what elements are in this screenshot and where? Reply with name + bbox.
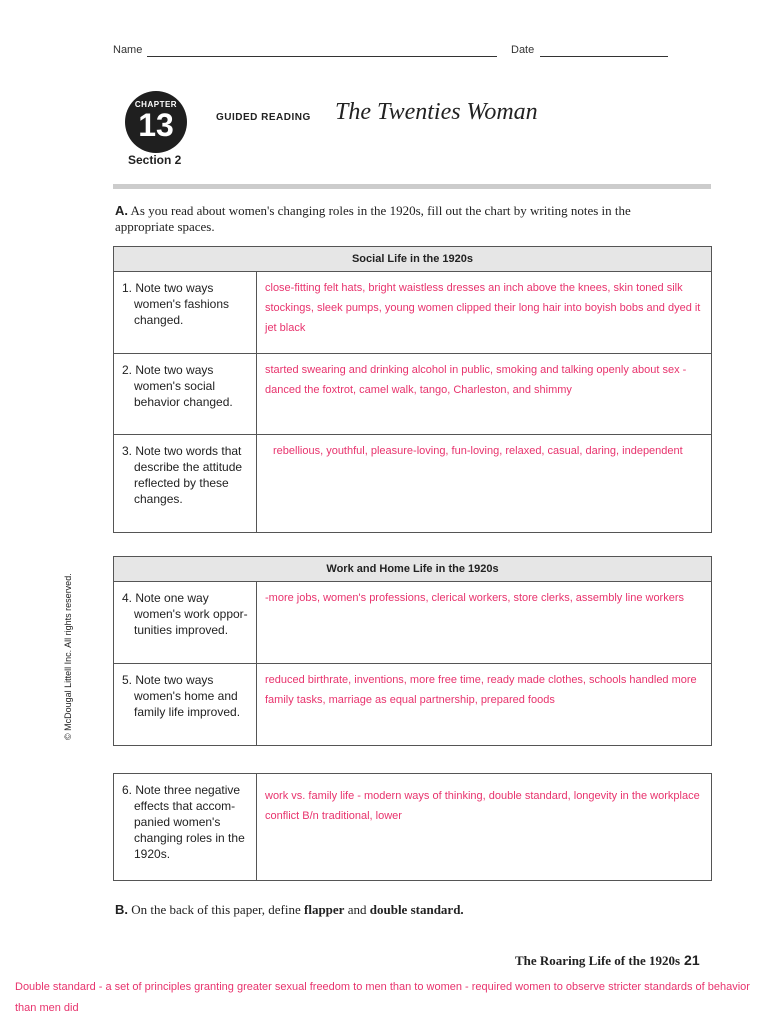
answer-cell[interactable]: -more jobs, women's professions, clerical workers, store clerks, assembly line workers	[257, 582, 712, 664]
section-label: Section 2	[128, 153, 182, 167]
chapter-number: 13	[138, 107, 174, 143]
part-a-text: As you read about women's changing roles in the 1920s, fill out the chart by writing notes in the appropriate spaces.	[115, 203, 631, 234]
book-title: The Roaring Life of the 1920s	[515, 953, 681, 968]
divider	[113, 184, 711, 189]
table-header: Social Life in the 1920s	[114, 247, 712, 272]
answer-cell[interactable]: started swearing and drinking alcohol in public, smoking and talking openly about sex - danced the foxtrot, camel walk, tango, Charleston, and shimmy	[257, 354, 712, 435]
question-cell: 1. Note two ways women's fashions changed.	[114, 272, 257, 354]
name-field-line[interactable]	[147, 56, 497, 57]
date-field-line[interactable]	[540, 56, 668, 57]
question-cell: 4. Note one way women's work oppor-tunities improved.	[114, 582, 257, 664]
question-cell: 3. Note two words that describe the attitude reflected by these changes.	[114, 435, 257, 533]
negative-effects-table	[113, 773, 712, 881]
term-flapper: flapper	[304, 902, 345, 917]
part-b-instructions: B. On the back of this paper, define flapper and double standard.	[115, 902, 464, 917]
chapter-label: CHAPTER	[134, 100, 178, 109]
social-life-table	[113, 246, 712, 533]
date-label: Date	[511, 44, 535, 56]
guided-reading-label: GUIDED READING	[216, 112, 311, 123]
answer-cell[interactable]: work vs. family life - modern ways of thinking, double standard, longevity in the workplace conflict B/n traditional, lower	[257, 774, 712, 881]
part-a-letter: A.	[115, 203, 128, 218]
answer-cell[interactable]: reduced birthrate, inventions, more free time, ready made clothes, schools handled more family tasks, marriage as equal partnership, prepared foods	[257, 664, 712, 746]
table-header: Work and Home Life in the 1920s	[114, 557, 712, 582]
handwritten-note: Double standard - a set of principles granting greater sexual freedom to men than to women - required women to observe stricter standards of behavior than men did	[15, 981, 750, 1014]
page-title: The Twenties Woman	[335, 99, 538, 125]
page-footer	[515, 952, 700, 969]
page-number: 21	[684, 952, 700, 968]
name-label: Name	[113, 44, 143, 56]
part-a-instructions	[115, 203, 635, 235]
chapter-badge	[125, 91, 187, 153]
answer-cell[interactable]: rebellious, youthful, pleasure-loving, fun-loving, relaxed, casual, daring, independent	[257, 435, 712, 533]
part-b-letter: B.	[115, 902, 128, 917]
copyright-notice: © McDougal Littell Inc. All rights reserved.	[63, 573, 73, 740]
question-cell: 6. Note three negative effects that accom-panied women's changing roles in the 1920s.	[114, 774, 257, 881]
work-home-table	[113, 556, 712, 746]
answer-cell[interactable]: close-fitting felt hats, bright waistless dresses an inch above the knees, skin toned silk stockings, sleek pumps, young women clipped their long hair into boyish bobs and dyed it jet black	[257, 272, 712, 354]
question-cell: 5. Note two ways women's home and family life improved.	[114, 664, 257, 746]
question-cell: 2. Note two ways women's social behavior changed.	[114, 354, 257, 435]
term-double-standard: double standard.	[369, 902, 464, 917]
